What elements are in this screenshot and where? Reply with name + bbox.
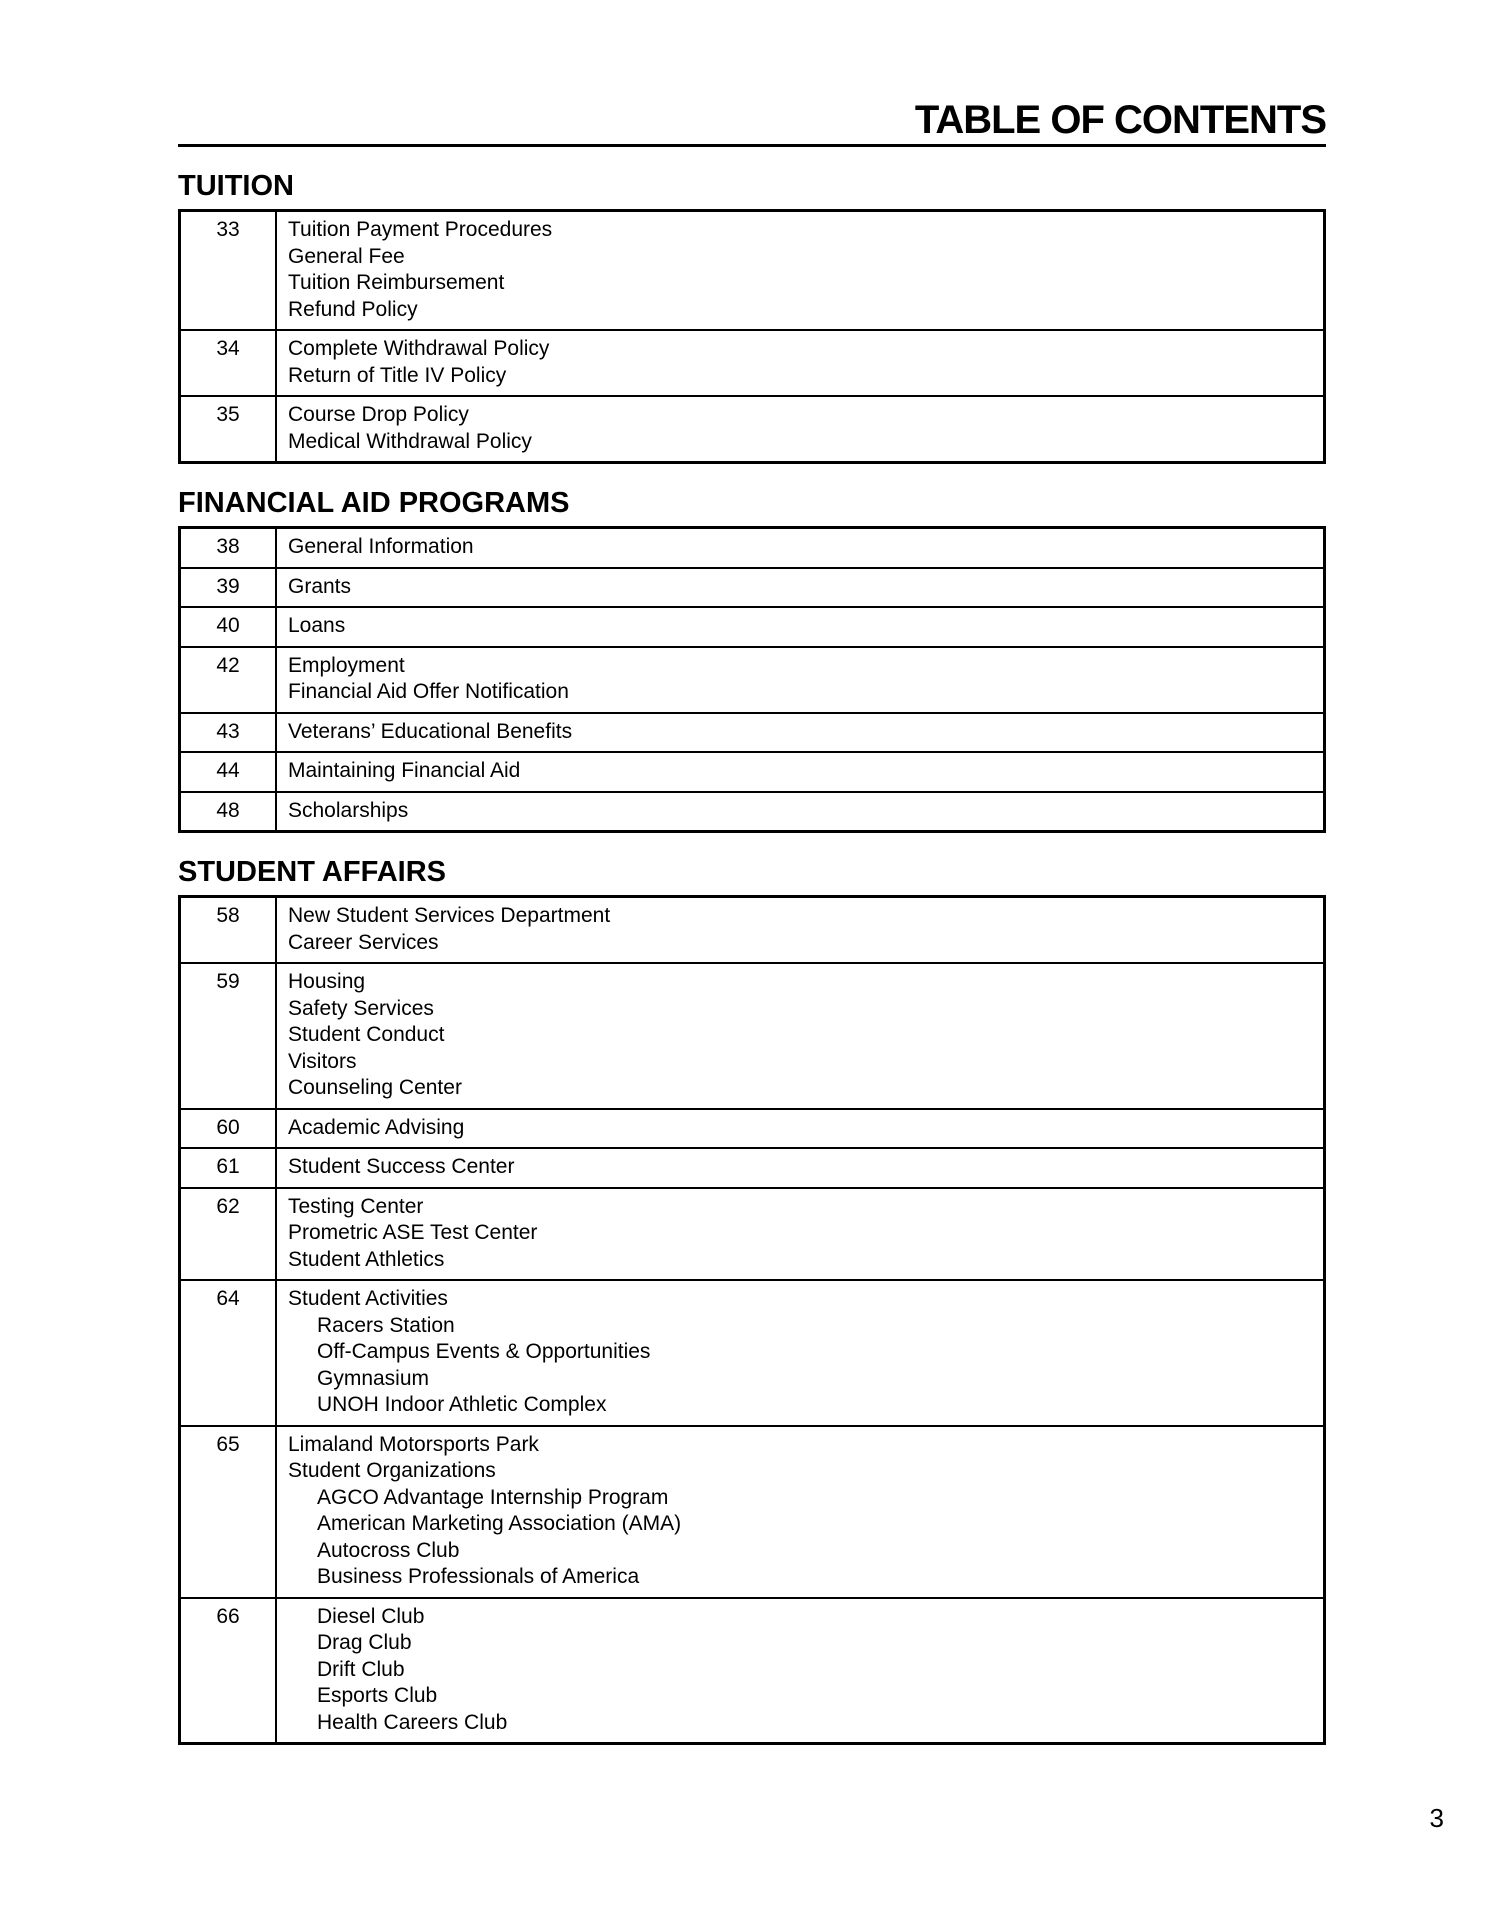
toc-entry: Academic Advising [288, 1115, 465, 1139]
toc-entry: Testing Center [288, 1194, 424, 1218]
toc-entry: Veterans’ Educational Benefits [288, 719, 573, 743]
toc-entry: Health Careers Club [317, 1710, 508, 1734]
toc-table [178, 526, 1326, 833]
entries-cell [276, 607, 1325, 647]
toc-entry: Tuition Reimbursement [288, 271, 505, 294]
toc-entry: AGCO Advantage Internship Program [317, 1485, 669, 1509]
page-number-cell: 44 [180, 752, 277, 792]
entries-cell [276, 1598, 1325, 1744]
toc-row [180, 1280, 1325, 1426]
toc-row [180, 396, 1325, 463]
toc-row [180, 1426, 1325, 1598]
toc-row [180, 752, 1325, 792]
toc-entry: Maintaining Financial Aid [288, 759, 521, 782]
toc-row [180, 647, 1325, 713]
toc-entry: Refund Policy [288, 297, 418, 321]
toc-entry: Visitors [288, 1049, 357, 1073]
toc-entry: Return of Title IV Policy [288, 363, 507, 387]
toc-sections [178, 169, 1326, 1745]
page-number-cell: 39 [180, 568, 277, 608]
page-content [178, 0, 1326, 1745]
page-number-cell: 38 [180, 528, 277, 568]
toc-row [180, 897, 1325, 964]
toc-entry: Loans [288, 614, 346, 637]
page-number-cell: 60 [180, 1109, 277, 1149]
toc-row [180, 1188, 1325, 1281]
toc-entry: Employment [288, 653, 405, 677]
toc-row [180, 1598, 1325, 1744]
page-number-cell: 48 [180, 792, 277, 832]
toc-entry: American Marketing Association (AMA) [317, 1512, 682, 1535]
toc-entry: Course Drop Policy [288, 403, 469, 426]
page-number-cell: 61 [180, 1148, 277, 1188]
toc-entry: Off-Campus Events & Opportunities [317, 1340, 651, 1363]
toc-section-financial-aid-programs [178, 486, 1326, 833]
toc-entry: Drift Club [317, 1657, 405, 1681]
page-number-cell: 58 [180, 897, 277, 964]
page-title: TABLE OF CONTENTS [914, 98, 1326, 142]
toc-entry: General Fee [288, 244, 405, 268]
entries-cell [276, 752, 1325, 792]
toc-entry: Prometric ASE Test Center [288, 1221, 538, 1244]
toc-entry: General Information [288, 535, 474, 558]
page-number-cell: 66 [180, 1598, 277, 1744]
page-number-cell: 64 [180, 1280, 277, 1426]
page-number-cell: 35 [180, 396, 277, 463]
toc-row [180, 528, 1325, 568]
toc-entry: Complete Withdrawal Policy [288, 337, 550, 360]
section-heading: FINANCIAL AID PROGRAMS [178, 487, 570, 519]
entries-cell [276, 1148, 1325, 1188]
toc-entry: Grants [288, 574, 352, 598]
toc-entry: Student Organizations [288, 1459, 496, 1482]
entries-cell [276, 897, 1325, 964]
entries-cell [276, 1426, 1325, 1598]
toc-entry: UNOH Indoor Athletic Complex [317, 1393, 607, 1416]
toc-entry: Tuition Payment Procedures [288, 218, 553, 241]
page-number-cell: 33 [180, 211, 277, 331]
toc-table [178, 209, 1326, 464]
toc-section-tuition [178, 169, 1326, 464]
page-number: 3 [1429, 1803, 1444, 1833]
entries-cell [276, 713, 1325, 753]
toc-entry: Gymnasium [317, 1366, 430, 1390]
toc-entry: Scholarships [288, 798, 409, 822]
page-number-cell: 42 [180, 647, 277, 713]
toc-entry: Limaland Motorsports Park [288, 1432, 539, 1456]
page-number-cell: 59 [180, 963, 277, 1109]
toc-entry: Medical Withdrawal Policy [288, 429, 532, 453]
toc-entry: Career Services [288, 930, 439, 954]
toc-entry: Student Activities [288, 1287, 448, 1310]
entries-cell [276, 1280, 1325, 1426]
toc-entry: Housing [288, 970, 366, 993]
toc-entry: Autocross Club [317, 1538, 460, 1562]
page-number-cell: 43 [180, 713, 277, 753]
entries-cell [276, 211, 1325, 331]
entries-cell [276, 528, 1325, 568]
page-number-cell: 34 [180, 330, 277, 396]
toc-row [180, 568, 1325, 608]
entries-cell [276, 1188, 1325, 1281]
toc-entry: Student Athletics [288, 1247, 445, 1271]
toc-entry: Safety Services [288, 996, 434, 1020]
page-number-cell: 62 [180, 1188, 277, 1281]
toc-row [180, 713, 1325, 753]
toc-row [180, 607, 1325, 647]
page-number-cell: 40 [180, 607, 277, 647]
toc-row [180, 1148, 1325, 1188]
section-heading: TUITION [178, 170, 294, 202]
entries-cell [276, 568, 1325, 608]
entries-cell [276, 330, 1325, 396]
document-header [178, 0, 1326, 147]
entries-cell [276, 1109, 1325, 1149]
toc-entry: Diesel Club [317, 1604, 425, 1628]
entries-cell [276, 792, 1325, 832]
toc-row [180, 1109, 1325, 1149]
toc-row [180, 330, 1325, 396]
toc-entry: Business Professionals of America [317, 1565, 640, 1588]
toc-entry: New Student Services Department [288, 904, 611, 927]
toc-entry: Esports Club [317, 1684, 438, 1707]
toc-section-student-affairs [178, 855, 1326, 1745]
toc-row [180, 211, 1325, 331]
toc-entry: Student Conduct [288, 1023, 445, 1046]
entries-cell [276, 396, 1325, 463]
toc-entry: Counseling Center [288, 1076, 462, 1099]
toc-entry: Student Success Center [288, 1155, 515, 1178]
toc-entry: Financial Aid Offer Notification [288, 680, 569, 703]
section-heading: STUDENT AFFAIRS [178, 856, 446, 888]
toc-table [178, 895, 1326, 1745]
toc-row [180, 792, 1325, 832]
title-underline [178, 144, 1326, 147]
entries-cell [276, 963, 1325, 1109]
toc-row [180, 963, 1325, 1109]
toc-entry: Racers Station [317, 1313, 455, 1337]
toc-entry: Drag Club [317, 1631, 412, 1654]
page-number-cell: 65 [180, 1426, 277, 1598]
entries-cell [276, 647, 1325, 713]
